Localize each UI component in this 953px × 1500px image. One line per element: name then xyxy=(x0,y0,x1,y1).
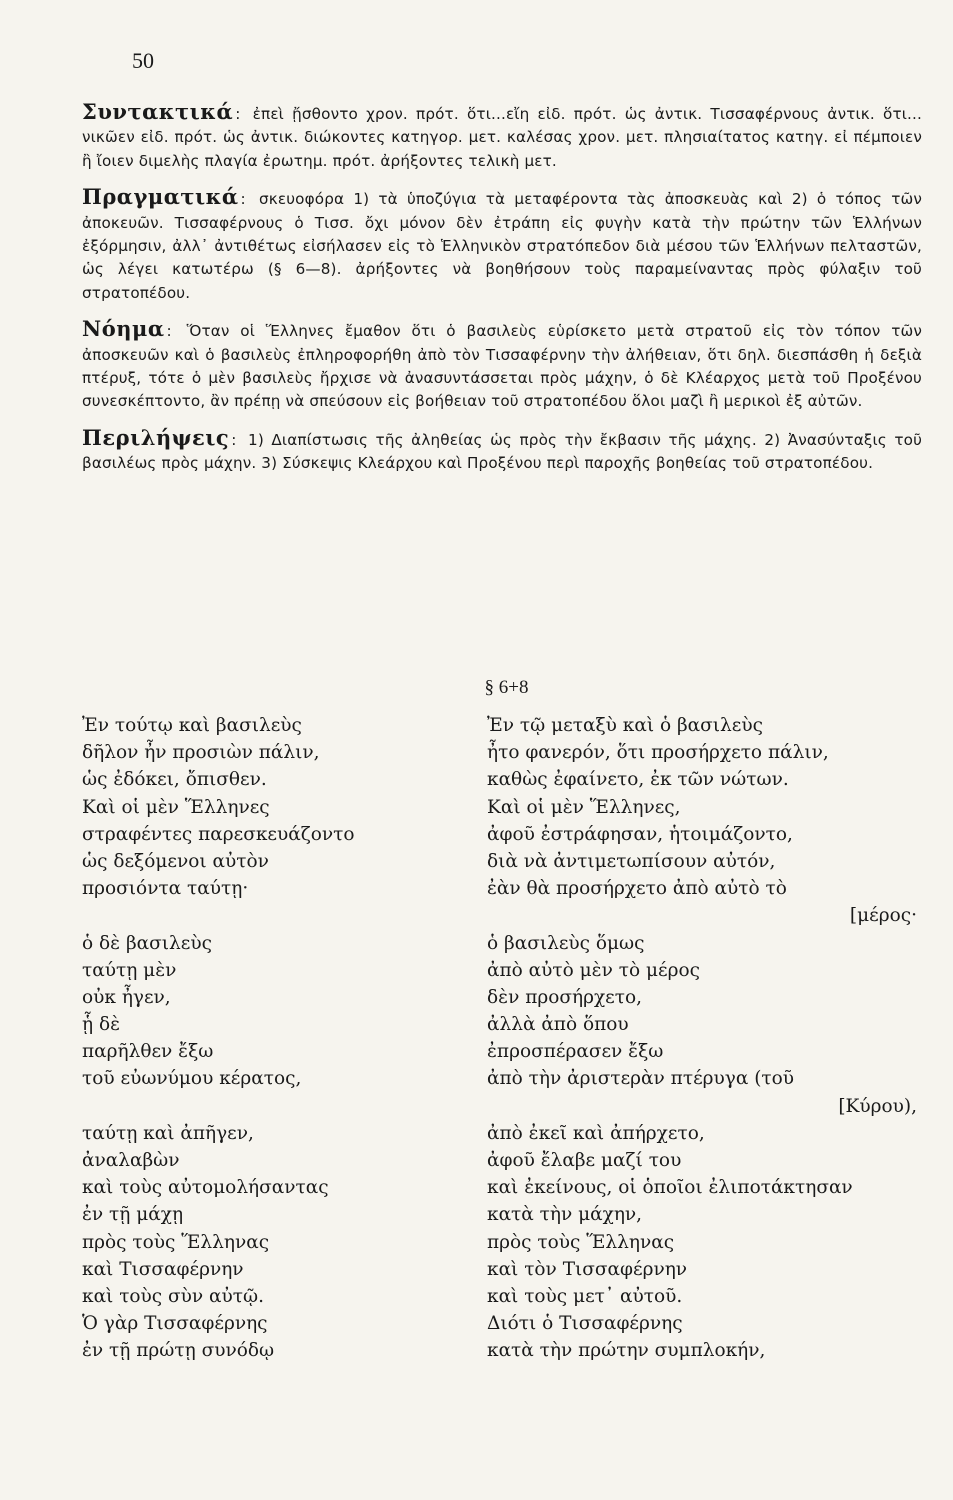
translation-line: ἐὰν θὰ προσήρχετο ἀπὸ αὐτὸ τὸ xyxy=(487,878,787,900)
original-line xyxy=(82,1093,452,1120)
translation-line: ἀφοῦ ἔλαβε μαζί του xyxy=(487,1150,682,1171)
section-mark: § 6+8 xyxy=(484,677,529,698)
translation-line: κατὰ τὴν πρώτην συμπλοκήν, xyxy=(487,1340,766,1362)
original-line: ἀναλαβὼν xyxy=(82,1150,180,1171)
translation-line: [Κύρου), xyxy=(838,1095,917,1117)
original-line: προσιόντα ταύτῃ· xyxy=(82,878,249,900)
translation-line: διὰ νὰ ἀντιμετωπίσουν αὐτόν, xyxy=(487,850,776,872)
page-number: 50 xyxy=(132,48,154,73)
translation-line: ἀλλὰ ἀπὸ ὅπου xyxy=(487,1014,629,1036)
modern-translation-column xyxy=(487,712,917,1365)
note-label: Νόημα xyxy=(82,316,165,342)
translation-line: Καὶ οἱ μὲν Ἕλληνες, xyxy=(487,796,681,818)
note-syntax: Συντακτικά : ἐπεὶ ᾔσθοντο χρον. πρότ. ὅτι...εἴη εἰδ. πρότ. ὡς ἀντικ. Τισσαφέρνους ἀντικ. ὅτι... νικῶεν εἰδ. πρότ. ὡς ἀντικ. διώκοντες κατηγορ. μετ. καλέσας χρον. μετ. πλησιαίτατος κατηγ. εἰ πέμποιεν ἢ ἴοιεν διμελὴς πλαγία ἐρωτημ. πρότ. ἀρήξοντες τελικὴ μετ. xyxy=(82,99,922,170)
original-line: ταύτῃ μὲν xyxy=(82,959,177,981)
original-line: τοῦ εὐωνύμου κέρατος, xyxy=(82,1068,302,1090)
translation-line: δὲν προσήρχετο, xyxy=(487,986,643,1008)
original-line: δῆλον ἦν προσιὼν πάλιν, xyxy=(82,742,320,764)
translation-line: καθὼς ἐφαίνετο, ἐκ τῶν νώτων. xyxy=(487,769,789,791)
original-line: καὶ τοὺς σὺν αὐτῷ. xyxy=(82,1285,264,1307)
note-label: Συντακτικά xyxy=(82,99,234,124)
translation-line: καὶ ἐκείνους, οἱ ὁποῖοι ἐλιποτάκτησαν xyxy=(487,1177,853,1199)
original-line: ὡς δεξόμενοι αὐτὸν xyxy=(82,850,269,872)
translation-line: καὶ τοὺς μετ᾽ αὐτοῦ. xyxy=(487,1285,683,1307)
original-line xyxy=(82,902,452,929)
note-meaning: Νόημα : Ὅταν οἱ Ἕλληνες ἔμαθον ὅτι ὁ βασιλεὺς εὑρίσκετο μετὰ στρατοῦ εἰς τὸν τόπον τῶν ἀποσκευῶν καὶ ὁ βασιλεὺς ἐπληροφορήθη ἀπὸ τὸν Τισσαφέρνην τὴν ἀλήθειαν, ὅτι δηλ. διεσπάσθη ἡ δεξιὰ πτέρυξ, τότε ὁ μὲν βασιλεὺς ἤρχισε νὰ ἀνασυντάσσεται πρὸς μάχην, ὁ δὲ Κλέαρχος μετὰ τοῦ Προξένου συνεσκέπτοντο, ἂν πρέπῃ νὰ σπεύσουν εἰς βοήθειαν τοῦ στρατοπέδου ὅλοι μαζὶ ἢ μερικοὶ ἐξ αὐτῶν. xyxy=(82,316,922,411)
note-text: Ὅταν οἱ Ἕλληνες ἔμαθον ὅτι ὁ βασιλεὺς εὑρίσκετο μετὰ στρατοῦ εἰς τὸν τόπον τῶν ἀποσκευῶν καὶ ὁ βασιλεὺς ἐπληροφορήθη ἀπὸ τὸν Τισσαφέρνην τὴν ἀλήθειαν, ὅτι δηλ. διεσπάσθη ἡ δεξιὰ πτέρυξ, τότε ὁ μὲν βασιλεὺς ἤρχισε νὰ ἀνασυντάσσεται πρὸς μάχην, ὁ δὲ Κλέαρχος μετὰ τοῦ Προξένου συνεσκέπτοντο, ἂν πρέπῃ νὰ σπεύσουν εἰς βοήθειαν τοῦ στρατοπέδου ὅλοι μαζὶ ἢ μερικοὶ ἐξ αὐτῶν. xyxy=(82,322,922,411)
original-line: καὶ Τισσαφέρνην xyxy=(82,1258,244,1280)
note-text: σκευοφόρα 1) τὰ ὑποζύγια τὰ μεταφέροντα τὰς ἀποσκευὰς καὶ 2) ὁ τόπος τῶν ἀποκευῶν. Τισσαφέρνους ὁ Τισσ. ὄχι μόνον δὲν ἐτράπη εἰς φυγὴν κατὰ τὴν πρώτην τῶν Ἑλλήνων ἐξόρμησιν, ἀλλ᾽ ἀντιθέτως εἰσήλασεν εἰς τὸ Ἑλληνικὸν στρατόπεδον διὰ μέσου τῶν Ἑλλήνων πελταστῶν, ὡς λέγει κατωτέρω (§ 6—8). ἀρήξοντες νὰ βοηθήσουν τοὺς παραμείναντας πρὸς φύλαξιν τοῦ στρατοπέδου. xyxy=(82,190,922,302)
original-line: ἐν τῇ μάχῃ xyxy=(82,1204,184,1226)
original-line: ταύτῃ καὶ ἀπῆγεν, xyxy=(82,1122,254,1144)
greek-original-column xyxy=(82,712,452,1365)
original-line: ὡς ἐδόκει, ὄπισθεν. xyxy=(82,769,267,791)
translation-line: πρὸς τοὺς Ἕλληνας xyxy=(487,1231,675,1253)
original-line: ᾗ δὲ xyxy=(82,1014,121,1036)
note-label: Πραγματικά xyxy=(82,184,239,210)
original-line: ὁ δὲ βασιλεὺς xyxy=(82,932,212,954)
translation-line: κατὰ τὴν μάχην, xyxy=(487,1204,643,1226)
translation-line: ἀφοῦ ἐστράφησαν, ἡτοιμάζοντο, xyxy=(487,823,793,845)
translation-line: [μέρος· xyxy=(849,905,917,927)
original-line: παρῆλθεν ἔξω xyxy=(82,1041,214,1063)
note-factual: Πραγματικά : σκευοφόρα 1) τὰ ὑποζύγια τὰ μεταφέροντα τὰς ἀποσκευὰς καὶ 2) ὁ τόπος τῶν ἀποκευῶν. Τισσαφέρνους ὁ Τισσ. ὄχι μόνον δὲν ἐτράπη εἰς φυγὴν κατὰ τὴν πρώτην τῶν Ἑλλήνων ἐξόρμησιν, ἀλλ᾽ ἀντιθέτως εἰσήλασεν εἰς τὸ Ἑλληνικὸν στρατόπεδον διὰ μέσου τῶν Ἑλλήνων πελταστῶν, ὡς λέγει κατωτέρω (§ 6—8). ἀρήξοντες νὰ βοηθήσουν τοὺς παραμείναντας πρὸς φύλαξιν τοῦ στρατοπέδου. xyxy=(82,184,922,302)
original-line: ἐν τῇ πρώτῃ συνόδῳ xyxy=(82,1340,275,1362)
translation-line: ἀπὸ αὐτὸ μὲν τὸ μέρος xyxy=(487,959,700,981)
original-line: Ἐν τούτῳ καὶ βασιλεὺς xyxy=(82,715,302,736)
translation-line: ἐπροσπέρασεν ἔξω xyxy=(487,1041,664,1063)
original-line: καὶ τοὺς αὐτομολήσαντας xyxy=(82,1177,329,1199)
note-text: 1) Διαπίστωσις τῆς ἀληθείας ὡς πρὸς τὴν ἔκβασιν τῆς μάχης. 2) Ἀνασύνταξις τοῦ βασιλέως πρὸς μάχην. 3) Σύσκεψις Κλεάρχου καὶ Προξένου περὶ παροχῆς βοηθείας τοῦ στρατοπέδου. xyxy=(82,430,923,473)
original-line: Ὁ γὰρ Τισσαφέρνης xyxy=(82,1313,268,1335)
commentary-notes xyxy=(82,100,922,488)
translation-line: ἀπὸ ἐκεῖ καὶ ἀπήρχετο, xyxy=(487,1122,705,1144)
translation-line: Διότι ὁ Τισσαφέρνης xyxy=(487,1313,683,1335)
translation-line: Ἐν τῷ μεταξὺ καὶ ὁ βασιλεὺς xyxy=(487,715,763,736)
original-line: στραφέντες παρεσκευάζοντο xyxy=(82,823,355,845)
translation-line: καὶ τὸν Τισσαφέρνην xyxy=(487,1258,688,1280)
original-line: οὐκ ἦγεν, xyxy=(82,986,171,1008)
translation-line: ἦτο φανερόν, ὅτι προσήρχετο πάλιν, xyxy=(487,742,829,764)
note-text: ἐπεὶ ᾔσθοντο χρον. πρότ. ὅτι...εἴη εἰδ. πρότ. ὡς ἀντικ. Τισσαφέρνους ἀντικ. ὅτι... νικῶεν εἰδ. πρότ. ὡς ἀντικ. διώκοντες κατηγορ. μετ. καλέσας χρον. μετ. πλησιαίτατος κατηγ. εἰ πέμποιεν ἢ ἴοιεν διμελὴς πλαγία ἐρωτημ. πρότ. ἀρήξοντες τελικὴ μετ. xyxy=(82,105,922,170)
note-label: Περιλήψεις xyxy=(82,424,230,450)
original-line: Καὶ οἱ μὲν Ἕλληνες xyxy=(82,796,270,818)
translation-line: ἀπὸ τὴν ἀριστερὰν πτέρυγα (τοῦ xyxy=(487,1068,795,1090)
note-summaries: Περιλήψεις : 1) Διαπίστωσις τῆς ἀληθείας ὡς πρὸς τὴν ἔκβασιν τῆς μάχης. 2) Ἀνασύνταξις τοῦ βασιλέως πρὸς μάχην. 3) Σύσκεψις Κλεάρχου καὶ Προξένου περὶ παροχῆς βοηθείας τοῦ στρατοπέδου. xyxy=(82,424,923,473)
original-line: πρὸς τοὺς Ἕλληνας xyxy=(82,1231,270,1253)
translation-line: ὁ βασιλεὺς ὅμως xyxy=(487,932,645,954)
